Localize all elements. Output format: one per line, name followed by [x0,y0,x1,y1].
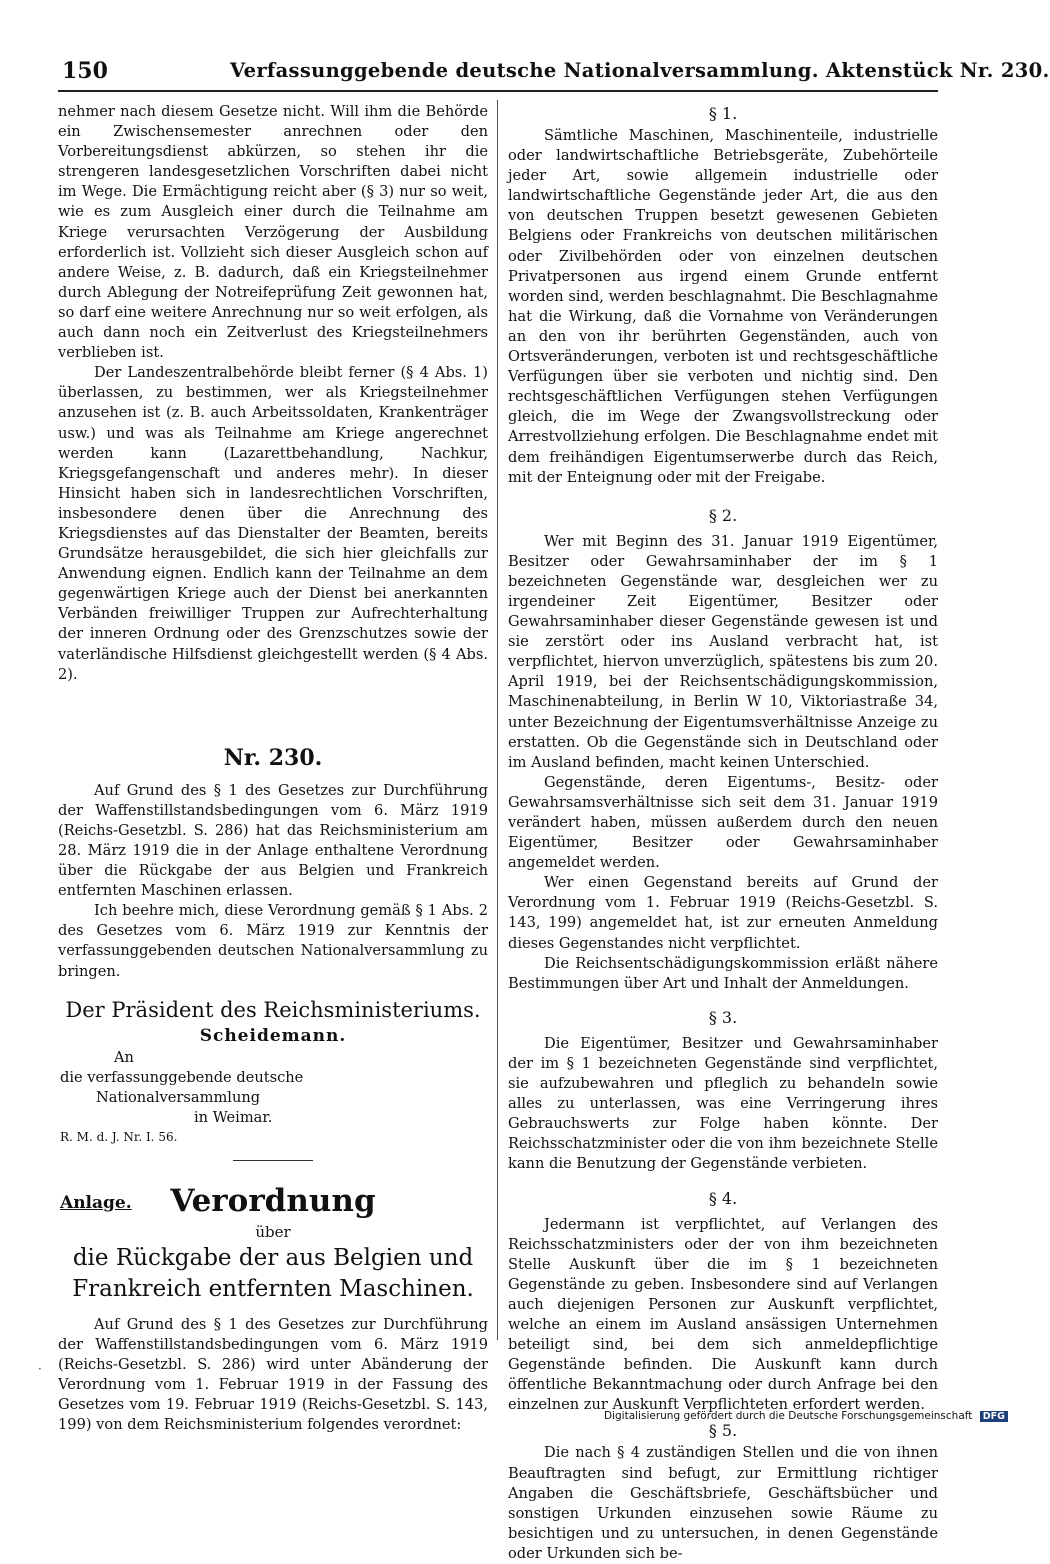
signature-title: Der Präsident des Reichsministeriums. [65,997,481,1022]
address-block [58,1048,488,1128]
address-line-4: in Weimar. [194,1108,273,1126]
ordinance-preamble: Auf Grund des § 1 des Gesetzes zur Durchführung der Waffenstillstandsbedingungen vom 6. März 1919 (Reichs-Gesetzbl. S. 286) wird unter Abänderung der Verordnung vom 1. Februar 1919 in der Fassung des Gesetzes vom 19. Februar 1919 (Reichs-Gesetzbl. S. 143, 199) von dem Reichsministerium folgendes verordnet: [58,1315,488,1434]
signature-name: Scheidemann. [199,1025,347,1046]
address-line-2: die verfassunggebende deutsche [60,1068,304,1086]
ordinance-subtitle: die Rückgabe der aus Belgien und Frankreich entfernten Maschinen. [72,1244,474,1302]
address-line-1: An [114,1048,134,1066]
page-number: 150 [62,58,108,84]
letter-paragraph-1: Auf Grund des § 1 des Gesetzes zur Durchführung der Waffenstillstandsbedingungen vom 6. März 1919 (Reichs-Gesetzbl. S. 286) hat das Reichsministerium am 28. März 1919 die in der Anlage enthaltene Verordnung über die Rückgabe der aus Belgien und Frankreich entfernten Maschinen erlassen. [58,781,488,900]
footer-text: Digitalisierung gefördert durch die Deutsche Forschungsgemeinschaft [604,1410,973,1422]
section-2-paragraph-2: Gegenstände, deren Eigentums-, Besitz- oder Gewahrsamsverhältnisse sich seit dem 31. Januar 1919 verändert haben, müssen außerdem durch den neuen Eigentümer, Besitzer oder Gewahrsaminhaber angemeldet werden. [508,773,938,872]
section-2-paragraph-4: Die Reichsentschädigungskommission erläßt nähere Bestimmungen über Art und Inhalt der Anmeldungen. [508,954,938,992]
section-1-heading: § 1. [708,104,738,123]
section-1-text: Sämtliche Maschinen, Maschinenteile, industrielle oder landwirtschaftliche Betriebsgeräte, Zubehörteile jeder Art, sowie allgemein industrielle oder landwirtschaftliche Gegenstände jeder Art, die aus den von deutschen Truppen besetzt gewesenen Gebieten Belgiens oder Frankreichs von deutschen militärischen oder Zivilbehörden oder von einzelnen deutschen Privatpersonen aus irgend einem Grunde entfernt worden sind, werden beschlagnahmt. Die Beschlagnahme hat die Wirkung, daß die Vornahme von Veränderungen an den von ihr berührten Gegenständen, auch von Ortsveränderungen, verboten ist und rechtsgeschäftliche Verfügungen über sie verboten und nichtig sind. Den rechtsgeschäftlichen Verfügungen stehen Verfügungen gleich, die im Wege der Zwangsvollstreckung oder Arrestvollziehung erfolgen. Die Beschlagnahme endet mit dem freihändigen Eigentumserwerbe durch das Reich, mit der Enteignung oder mit der Freigabe. [508,127,938,486]
section-5-heading: § 5. [708,1421,738,1441]
section-2-heading: § 2. [708,505,738,525]
page-header [58,56,1050,92]
section-3-text: Die Eigentümer, Besitzer und Gewahrsaminhaber der im § 1 bezeichneten Gegenstände sind verpflichtet, sie aufzubewahren und pfleglich zu behandeln sowie alles zu unterlassen, was eine Verringerung ihres Gebrauchswerts zur Folge haben könnte. Der Reichsschatzminister oder die von ihm bezeichnete Stelle kann die Benutzung der Gegenstände verbieten. [508,1034,938,1173]
column-divider [497,100,498,1340]
left-column [58,102,488,1435]
section-3-heading: § 3. [708,1007,738,1027]
section-2-paragraph-3: Wer einen Gegenstand bereits auf Grund der Verordnung vom 1. Februar 1919 (Reichs-Gesetzbl. S. 143, 199) angemeldet hat, ist zur erneuten Anmeldung dieses Gegenstandes nicht verpflichtet. [508,874,938,952]
document-number-heading: Nr. 230. [223,744,323,771]
continued-paragraph-2: Der Landeszentralbehörde bleibt ferner (§ 4 Abs. 1) überlassen, zu bestimmen, wer als Kriegsteilnehmer anzusehen ist (z. B. auch Arbeitssoldaten, Krankenträger usw.) und was als Teilnahme am Kriege angerechnet werden kann (Lazarettbehandlung, Nachkur, Kriegsgefangenschaft und anderes mehr). In dieser Hinsicht haben sich in landesrechtlichen Vorschriften, insbesondere denen über die Anrechnung des Kriegsdienstes auf das Dienstalter der Beamten, bereits Grundsätze herausgebildet, die sich hier gleichfalls zur Anwendung eignen. Endlich kann der Teilnahme an dem gegenwärtigen Kriege auch der Dienst bei anerkannten Verbänden freiwilliger Truppen zur Aufrechterhaltung der inneren Ordnung oder des Grenzschutzes sowie der vaterländische Hilfsdienst gleichgestellt werden (§ 4 Abs. 2). [58,364,488,683]
dfg-logo: DFG [980,1411,1008,1422]
letter-paragraph-2: Ich beehre mich, diese Verordnung gemäß § 1 Abs. 2 des Gesetzes vom 6. März 1919 zur Kenntnis der verfassunggebenden deutschen Nationalversammlung zu bringen. [58,902,488,980]
anlage-label: Anlage. [60,1192,132,1213]
section-4-text: Jedermann ist verpflichtet, auf Verlangen des Reichsschatzministers oder der von ihm bezeichneten Stelle Auskunft über die im § 1 bezeichneten Gegenstände zu geben. Insbesondere sind auf Verlangen auch diejenigen Personen zur Auskunft verpflichtet, welche an einem im Ausland ansässigen Unternehmen beteiligt sind, bei dem sich anmeldepflichtige Gegenstände befinden. Die Auskunft kann durch öffentliche Bekanntmachung oder durch Anfrage bei den einzelnen zur Auskunft Verpflichteten erfordert werden. [508,1215,938,1414]
reference-number: R. M. d. J. Nr. I. 56. [60,1129,178,1144]
section-2-paragraph-1: Wer mit Beginn des 31. Januar 1919 Eigentümer, Besitzer oder Gewahrsaminhaber der im § 1 bezeichneten Gegenstände war, desgleichen wer zu irgendeiner Zeit Eigentümer, Besitzer oder Gewahrsaminhaber dieser Gegenstände gewesen ist und sie zerstört oder ins Ausland verbracht hat, ist verpflichtet, hiervon unverzüglich, spätestens bis zum 20. April 1919, bei der Reichsentschädigungskommission, Maschinenabteilung, in Berlin W 10, Viktoriastraße 34, unter Bezeichnung der Eigentumsverhältnisse Anzeige zu erstatten. Ob die Gegenstände sich in Deutschland oder im Ausland befinden, macht keinen Unterschied. [508,532,938,771]
margin-mark: · [38,1362,42,1376]
section-4-heading: § 4. [708,1188,738,1208]
right-column [508,102,938,1564]
address-line-3: Nationalversammlung [96,1088,261,1106]
digitization-footer [604,1410,1008,1422]
continued-paragraph-1: nehmer nach diesem Gesetze nicht. Will ihm die Behörde ein Zwischensemester anrechnen oder den Vorbereitungsdienst abkürzen, so stehen ihr die strengeren landesgesetzlichen Vorschriften dabei nicht im Wege. Die Ermächtigung reicht aber (§ 3) nur so weit, wie es zum Ausgleich einer durch die Teilnahme am Kriege verursachten Verzögerung der Ausbildung erforderlich ist. Vollzieht sich dieser Ausgleich schon auf andere Weise, z. B. dadurch, daß ein Kriegsteilnehmer durch Ablegung der Notreifeprüfung Zeit gewonnen hat, so darf eine weitere Anrechnung nur so weit erfolgen, als auch dann noch ein Zeitverlust des Kriegsteilnehmers verblieben ist. [58,103,488,362]
ordinance-title: Verordnung [170,1182,376,1219]
section-5-text: Die nach § 4 zuständigen Stellen und die von ihnen Beauftragten sind befugt, zur Ermittlung richtiger Angaben die Geschäftsbriefe, Geschäftsbücher und sonstigen Urkunden einzusehen sowie Räume zu besichtigen und zu untersuchen, in denen Gegenstände oder Urkunden sich be- [508,1444,938,1562]
ordinance-uber: über [255,1222,291,1241]
ordinance-title-block [58,1181,488,1221]
header-title: Verfassunggebende deutsche Nationalversammlung. Aktenstück Nr. 230. [230,59,1050,82]
